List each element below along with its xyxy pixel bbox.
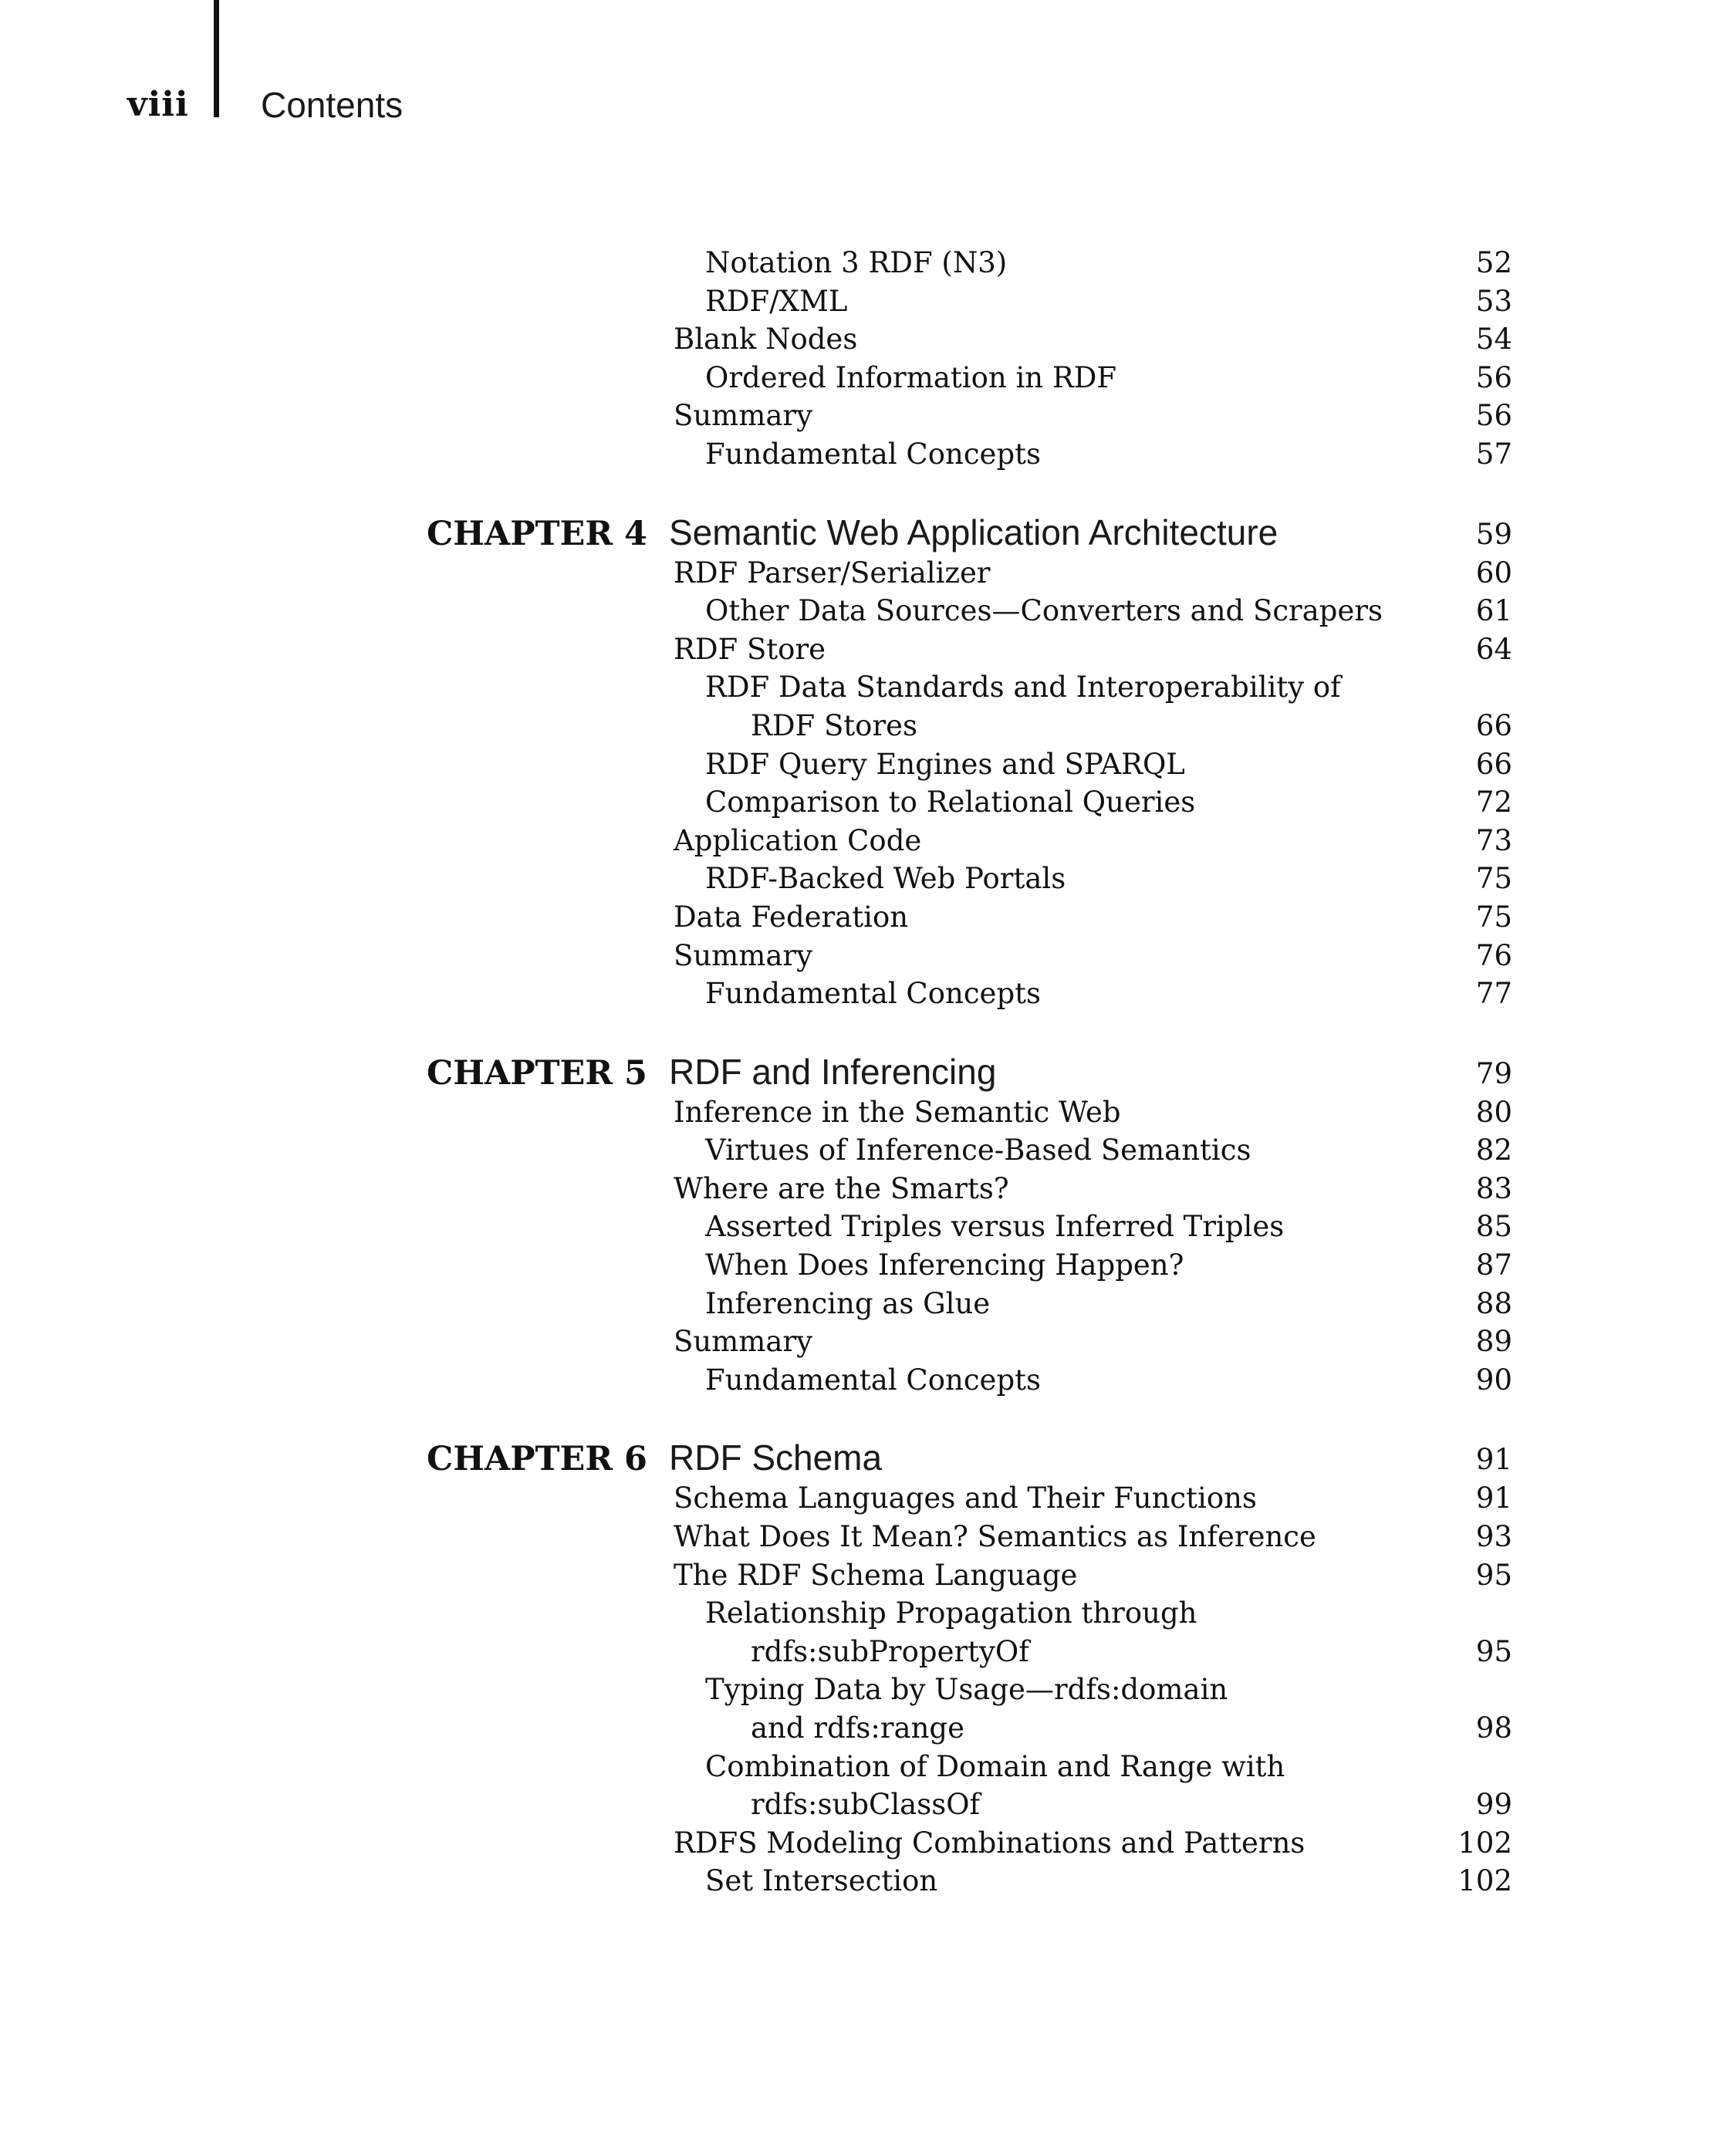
entry-title: Data Federation	[674, 900, 909, 934]
toc-entry	[0, 1749, 1736, 1788]
entry-title: RDF Parser/Serializer	[674, 556, 991, 590]
toc-entry	[0, 1481, 1736, 1519]
entry-page-number: 91	[1475, 1481, 1512, 1515]
chapter-title: Semantic Web Application Architecture	[669, 512, 1278, 552]
entry-title: Blank Nodes	[674, 323, 858, 356]
chapter-title: RDF and Inferencing	[669, 1051, 997, 1092]
entry-page-number: 90	[1475, 1363, 1512, 1397]
entry-page-number: 52	[1475, 246, 1512, 279]
chapter-page-number: 91	[1475, 1443, 1512, 1477]
entry-page-number: 54	[1475, 323, 1512, 356]
toc-entry	[0, 1711, 1736, 1749]
entry-page-number: 75	[1475, 862, 1512, 896]
entry-page-number: 83	[1475, 1171, 1512, 1205]
entry-title: Fundamental Concepts	[705, 1363, 1041, 1397]
toc-entry	[0, 1363, 1736, 1401]
entry-page-number: 75	[1475, 900, 1512, 934]
entry-page-number: 60	[1475, 556, 1512, 590]
chapter-page-number: 59	[1475, 517, 1512, 551]
toc-entry	[0, 1133, 1736, 1171]
chapter-heading	[0, 1436, 1736, 1479]
entry-title-continued: RDF Stores	[751, 708, 918, 742]
entry-title: RDF Store	[674, 632, 826, 666]
entry-title: Summary	[674, 1325, 812, 1359]
entry-page-number: 72	[1475, 786, 1512, 819]
toc-entry	[0, 284, 1736, 323]
toc-entry	[0, 900, 1736, 938]
toc-entry	[0, 398, 1736, 437]
toc-entry	[0, 1672, 1736, 1711]
chapter-page-number: 79	[1475, 1056, 1512, 1090]
entry-page-number: 88	[1475, 1286, 1512, 1320]
entry-title: Comparison to Relational Queries	[705, 786, 1196, 819]
entry-title: Fundamental Concepts	[705, 437, 1041, 471]
entry-page-number: 66	[1475, 708, 1512, 742]
toc-entry	[0, 1324, 1736, 1363]
page-number: viii	[127, 85, 189, 124]
entry-title: RDF Data Standards and Interoperability of	[705, 671, 1341, 704]
toc-entry	[0, 747, 1736, 786]
entry-title: Other Data Sources—Converters and Scrapers	[705, 594, 1383, 628]
chapter-label: CHAPTER 6	[427, 1440, 647, 1479]
toc-entry	[0, 322, 1736, 360]
entry-title: Application Code	[674, 823, 922, 857]
entry-title: Relationship Propagation through	[705, 1596, 1197, 1630]
entry-title: Set Intersection	[705, 1864, 938, 1898]
toc-entry	[0, 670, 1736, 708]
toc-entry	[0, 823, 1736, 862]
toc-entry	[0, 1634, 1736, 1673]
entry-page-number: 102	[1457, 1826, 1512, 1860]
chapter-title: RDF Schema	[669, 1438, 883, 1478]
entry-title: RDF Query Engines and SPARQL	[705, 747, 1185, 781]
entry-title: RDF-Backed Web Portals	[705, 862, 1066, 896]
running-title: Contents	[261, 85, 404, 125]
toc-entry	[0, 1863, 1736, 1902]
entry-title-continued: and rdfs:range	[751, 1711, 965, 1745]
entry-page-number: 93	[1475, 1520, 1512, 1554]
chapter-heading	[0, 1050, 1736, 1093]
toc-entry	[0, 593, 1736, 632]
entry-title: Fundamental Concepts	[705, 977, 1041, 1011]
toc-entry	[0, 1286, 1736, 1325]
header-rule	[214, 0, 219, 117]
toc-entry	[0, 1095, 1736, 1134]
entry-page-number: 85	[1475, 1210, 1512, 1244]
entry-title: Notation 3 RDF (N3)	[705, 246, 1008, 279]
toc-entry	[0, 437, 1736, 475]
entry-title: Summary	[674, 938, 812, 972]
entry-title: Asserted Triples versus Inferred Triples	[705, 1210, 1285, 1244]
entry-title: What Does It Mean? Semantics as Inference	[674, 1520, 1316, 1554]
entry-title: Where are the Smarts?	[674, 1171, 1009, 1205]
toc-entry	[0, 938, 1736, 977]
entry-title-continued: rdfs:subClassOf	[751, 1788, 981, 1822]
entry-title: RDF/XML	[705, 284, 848, 318]
toc-entry	[0, 245, 1736, 284]
entry-page-number: 76	[1475, 938, 1512, 972]
entry-page-number: 82	[1475, 1134, 1512, 1167]
toc-entry	[0, 1787, 1736, 1826]
entry-page-number: 56	[1475, 399, 1512, 433]
entry-page-number: 57	[1475, 437, 1512, 471]
toc-entry	[0, 785, 1736, 823]
toc-entry	[0, 708, 1736, 747]
toc-entry	[0, 632, 1736, 671]
entry-page-number: 77	[1475, 977, 1512, 1011]
entry-title: Virtues of Inference-Based Semantics	[705, 1134, 1251, 1167]
table-of-contents	[0, 245, 1736, 1902]
chapter-heading	[0, 511, 1736, 554]
toc-entry	[0, 1826, 1736, 1864]
entry-page-number: 87	[1475, 1248, 1512, 1282]
toc-entry	[0, 861, 1736, 900]
entry-title: Typing Data by Usage—rdfs:domain	[705, 1673, 1228, 1707]
entry-page-number: 66	[1475, 747, 1512, 781]
entry-page-number: 80	[1475, 1095, 1512, 1129]
entry-title: When Does Inferencing Happen?	[705, 1248, 1184, 1282]
toc-entry	[0, 1558, 1736, 1596]
entry-title: Inferencing as Glue	[705, 1286, 991, 1320]
toc-entry	[0, 1248, 1736, 1286]
toc-entry	[0, 360, 1736, 399]
entry-title: The RDF Schema Language	[674, 1558, 1078, 1592]
running-head	[0, 0, 1736, 154]
entry-page-number: 73	[1475, 823, 1512, 857]
entry-title: Summary	[674, 399, 812, 433]
toc-entry	[0, 1209, 1736, 1248]
entry-page-number: 56	[1475, 360, 1512, 394]
toc-entry	[0, 1596, 1736, 1634]
entry-page-number: 95	[1475, 1634, 1512, 1668]
entry-title-continued: rdfs:subPropertyOf	[751, 1634, 1029, 1668]
chapter-label: CHAPTER 4	[427, 514, 647, 553]
toc-entry	[0, 1519, 1736, 1558]
entry-title: Schema Languages and Their Functions	[674, 1481, 1257, 1515]
toc-entry	[0, 1171, 1736, 1210]
entry-page-number: 64	[1475, 632, 1512, 666]
toc-entry	[0, 976, 1736, 1015]
entry-title: RDFS Modeling Combinations and Patterns	[674, 1826, 1305, 1860]
entry-title: Inference in the Semantic Web	[674, 1095, 1121, 1129]
entry-page-number: 61	[1475, 594, 1512, 628]
entry-page-number: 95	[1475, 1558, 1512, 1592]
entry-page-number: 53	[1475, 284, 1512, 318]
entry-title: Ordered Information in RDF	[705, 360, 1117, 394]
entry-page-number: 98	[1475, 1711, 1512, 1745]
entry-title: Combination of Domain and Range with	[705, 1749, 1285, 1783]
entry-page-number: 102	[1457, 1864, 1512, 1898]
entry-page-number: 89	[1475, 1325, 1512, 1359]
toc-entry	[0, 556, 1736, 594]
entry-page-number: 99	[1475, 1788, 1512, 1822]
chapter-label: CHAPTER 5	[427, 1053, 647, 1093]
